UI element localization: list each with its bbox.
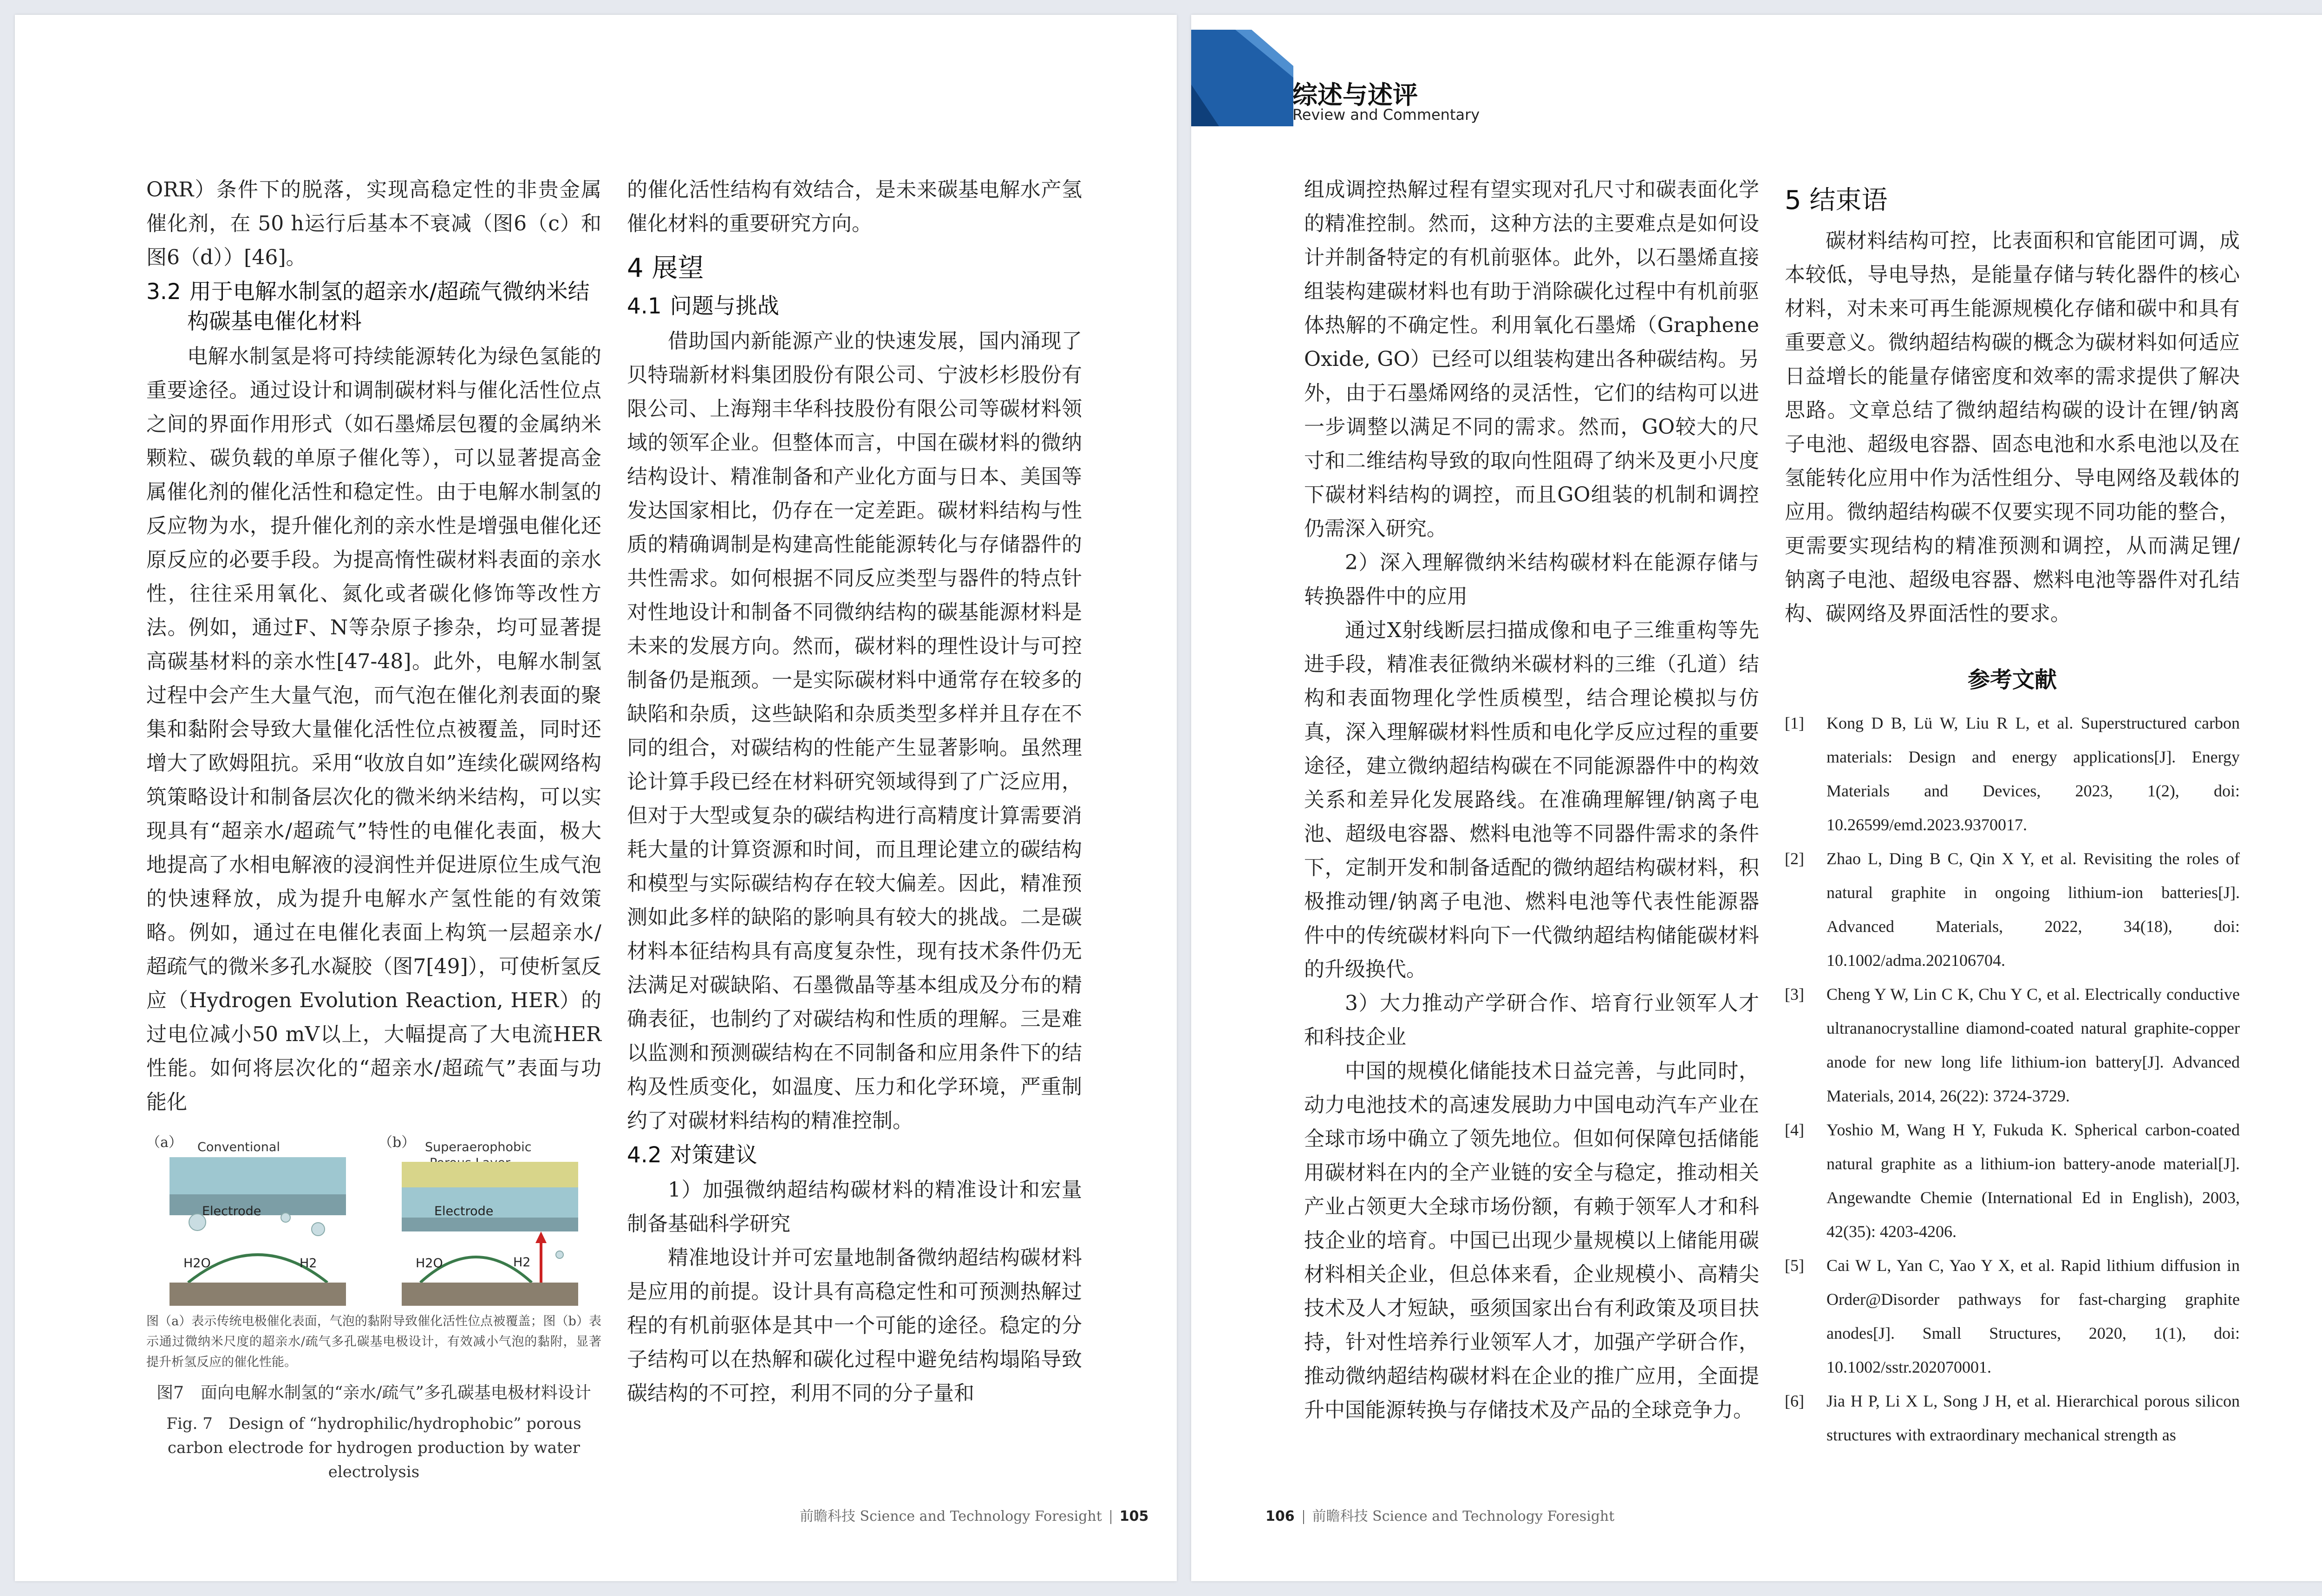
right-column-1 xyxy=(1304,173,1759,1427)
reference-text: Yoshio M, Wang H Y, Fukuda K. Spherical carbon-coated natural graphite as a lithium-ion battery-anode material[J]. Angewandte Chemie (International Ed in English), 2003, 42(35): 4203-4206. xyxy=(1826,1120,2240,1241)
reference-text: Kong D B, Lü W, Liu R L, et al. Superstructured carbon materials: Design and energy applications[J]. Energy Materials and Devices, 2023, 1(2), doi: 10.26599/emd.2023.9370017. xyxy=(1826,714,2240,834)
section-heading-4 xyxy=(627,250,1082,287)
left-column-1 xyxy=(146,173,601,1484)
panel-title: Conventional xyxy=(197,1140,280,1154)
journal-name: 前瞻科技 Science and Technology Foresight xyxy=(1312,1508,1615,1524)
figure-caption-en: Fig. 7 Design of “hydrophilic/hydrophobic” porous carbon electrode for hydrogen production by water electrolysis xyxy=(166,1414,581,1481)
figure-panel-b xyxy=(378,1126,592,1307)
section-title: 用于电解水制氢的超亲水/超疏气微纳米结构碳基电催化材料 xyxy=(187,279,590,334)
page-footer xyxy=(1265,1505,1614,1525)
reference-item xyxy=(1785,1113,2240,1249)
page-footer xyxy=(800,1505,1148,1525)
paragraph: 1）加强微纳超结构碳材料的精准设计和宏量制备基础科学研究 xyxy=(627,1178,1082,1236)
references-title: 参考文献 xyxy=(1967,667,2057,693)
reference-text: Zhao L, Ding B C, Qin X Y, et al. Revisiting the roles of natural graphite in ongoing lithium-ion batteries[J]. Advanced Materials, 2022, 34(18), doi: 10.1002/adma.202106704. xyxy=(1826,849,2240,970)
references-list xyxy=(1785,706,2240,1452)
paragraph: 电解水制氢是将可持续能源转化为绿色氢能的重要途径。通过设计和调制碳材料与催化活性位点之间的界面作用形式（如石墨烯层包覆的金属纳米颗粒、碳负载的单原子催化等），可以显著提高金属催化剂的催化活性和稳定性。由于电解水制氢的反应物为水，提升催化剂的亲水性是增强电催化还原反应的必要手段。为提高惰性碳材料表面的亲水性，往往采用氧化、氮化或者碳化修饰等改性方法。例如，通过F、N等杂原子掺杂，均可显著提高碳基材料的亲水性[47-48]。此外，电解水制氢过程中会产生大量气泡，而气泡在催化剂表面的聚集和黏附会导致大量催化活性位点被覆盖，同时还增大了欧姆阻抗。采用“收放自如”连续化碳网络构筑策略设计和制备层次化的微米纳米结构，可以实现具有“超亲水/超疏气”特性的电催化表面，极大地提高了水相电解液的浸润性并促进原位生成气泡的快速释放，成为提升电解水产氢性能的有效策略。例如，通过在电催化表面上构筑一层超亲水/超疏气的微米多孔水凝胶（图7[49]），可使析氢反应（Hydrogen Evolution Reaction, HER）的过电位减小50 mV以上，大幅提高了大电流HER性能。如何将层次化的“超亲水/超疏气”表面与功能化 xyxy=(146,345,601,1114)
journal-name: 前瞻科技 Science and Technology Foresight xyxy=(800,1508,1102,1524)
page-number: 106 xyxy=(1265,1508,1295,1524)
figure-panel-a xyxy=(146,1126,360,1307)
reference-number: [2] xyxy=(1785,849,1804,868)
section-heading-4-2 xyxy=(627,1140,1082,1170)
electrode-label: Electrode xyxy=(434,1204,494,1218)
paragraph: 3）大力推动产学研合作、培育行业领军人才和科技企业 xyxy=(1304,991,1759,1049)
reference-item xyxy=(1785,1249,2240,1384)
section-title: 展望 xyxy=(652,253,704,283)
reference-item xyxy=(1785,977,2240,1113)
right-column-2 xyxy=(1785,182,2240,1452)
reference-text: Cai W L, Yan C, Yao Y X, et al. Rapid lithium diffusion in Order@Disorder pathways for fast-charging graphite anodes[J]. Small Structures, 2020, 1(1), doi: 10.1002/sstr.202070001. xyxy=(1826,1256,2240,1376)
superaerophobic-electrode-illustration xyxy=(402,1162,578,1306)
section-heading-5 xyxy=(1785,182,2240,219)
reference-item xyxy=(1785,706,2240,842)
reference-number: [5] xyxy=(1785,1256,1804,1275)
section-number: 4 xyxy=(627,253,644,283)
panel-title: Superaerophobic xyxy=(425,1140,532,1154)
paragraph: 组成调控热解过程有望实现对孔尺寸和碳表面化学的精准控制。然而，这种方法的主要难点是如何设计并制备特定的有机前驱体。此外，以石墨烯直接组装构建碳材料也有助于消除碳化过程中有机前驱体热解的不确定性。利用氧化石墨烯（Graphene Oxide, GO）已经可以组装构建出各种碳结构。另外，由于石墨烯网络的灵活性，它们的结构可以进一步调整以满足不同的需求。然而，GO较大的尺寸和二维结构导致的取向性阻碍了纳米及更小尺度下碳材料结构的调控，而且GO组装的机制和调控仍需深入研究。 xyxy=(1304,178,1759,541)
section-number: 5 xyxy=(1785,185,1801,215)
section-heading-3-2 xyxy=(146,277,601,337)
paragraph: ORR）条件下的脱落，实现高稳定性的非贵金属催化剂，在 50 h运行后基本不衰减（图6（c）和图6（d））[46]。 xyxy=(146,178,601,269)
paragraph: 精准地设计并可宏量地制备微纳超结构碳材料是应用的前提。设计具有高稳定性和可预测热解过程的有机前驱体是其中一个可能的途径。稳定的分子结构可以在热解和碳化过程中避免结构塌陷导致碳结构的不可控，利用不同的分子量和 xyxy=(627,1246,1082,1405)
right-page xyxy=(1191,15,2322,1581)
section-title: 问题与挑战 xyxy=(670,293,779,319)
section-number: 3.2 xyxy=(146,279,181,305)
panel-label: （a） xyxy=(146,1134,183,1151)
paragraph: 中国的规模化储能技术日益完善，与此同时，动力电池技术的高速发展助力中国电动汽车产业在全球市场中确立了领先地位。但如何保障包括储能用碳材料在内的全产业链的安全与稳定，推动相关产业占领更大全球市场份额，有赖于领军人才和科技企业的培育。中国已出现少量规模以上储能用碳材料相关企业，但总体来看，企业规模小、高精尖技术及人才短缺，亟须国家出台有利政策及项目扶持，针对性培养行业领军人才，加强产学研合作，推动微纳超结构碳材料在企业的推广应用，全面提升中国能源转换与存储技术及产品的全球竞争力。 xyxy=(1304,1059,1759,1422)
reference-item xyxy=(1785,1384,2240,1452)
footer-divider xyxy=(1303,1510,1304,1524)
h2o-label: H2O xyxy=(183,1256,211,1270)
section-number: 4.2 xyxy=(627,1142,662,1168)
figure-panels xyxy=(146,1126,601,1307)
reference-item xyxy=(1785,842,2240,977)
section-number: 4.1 xyxy=(627,293,662,319)
reference-number: [6] xyxy=(1785,1392,1804,1410)
figure-caption-cn: 图7 面向电解水制氢的“亲水/疏气”多孔碳基电极材料设计 xyxy=(157,1383,591,1402)
electrode-label: Electrode xyxy=(202,1204,261,1218)
section-header-subtitle: Review and Commentary xyxy=(1292,106,1480,124)
section-heading-4-1 xyxy=(627,292,1082,321)
paragraph: 2）深入理解微纳米结构碳材料在能源存储与转换器件中的应用 xyxy=(1304,551,1759,608)
footer-divider xyxy=(1110,1510,1111,1524)
paragraph: 借助国内新能源产业的快速发展，国内涌现了贝特瑞新材料集团股份有限公司、宁波杉杉股份有限公司、上海翔丰华科技股份有限公司等碳材料领域的领军企业。但整体而言，中国在碳材料的微纳结构设计、精准制备和产业化方面与日本、美国等发达国家相比，仍存在一定差距。碳材料结构与性质的精确调制是构建高性能能源转化与存储器件的共性需求。如何根据不同反应类型与器件的特点针对性地设计和制备不同微纳结构的碳基能源材料是未来的发展方向。然而，碳材料的理性设计与可控制备仍是瓶颈。一是实际碳材料中通常存在较多的缺陷和杂质，这些缺陷和杂质类型多样并且存在不同的组合，对碳结构的性能产生显著影响。虽然理论计算手段已经在材料研究领域得到了广泛应用，但对于大型或复杂的碳结构进行高精度计算需要消耗大量的计算资源和时间，而且理论建立的碳结构和模型与实际碳结构存在较大偏差。因此，精准预测如此多样的缺陷的影响具有较大的挑战。二是碳材料本征结构具有高度复杂性，现有技术条件仍无法满足对碳缺陷、石墨微晶等基本组成及分布的精确表征，也制约了对碳结构和性质的理解。三是难以监测和预测碳结构在不同制备和应用条件下的结构及性质变化，如温度、压力和化学环境，严重制约了对碳材料结构的精准控制。 xyxy=(627,329,1082,1133)
h2o-label: H2O xyxy=(416,1256,443,1270)
h2-label: H2 xyxy=(513,1255,531,1270)
paragraph: 的催化活性结构有效结合，是未来碳基电解水产氢催化材料的重要研究方向。 xyxy=(627,178,1082,235)
paragraph: 通过X射线断层扫描成像和电子三维重构等先进手段，精准表征微纳米碳材料的三维（孔道）结构和表面物理化学性质模型，结合理论模拟与仿真，深入理解碳材料性质和电化学反应过程的重要途径，建立微纳超结构碳在不同能源器件中的构效关系和差异化发展路线。在准确理解锂/钠离子电池、超级电容器、燃料电池等不同器件需求的条件下，定制开发和制备适配的微纳超结构碳材料，积极推动锂/钠离子电池、燃料电池等代表性能源器件中的传统碳材料向下一代微纳超结构储能碳材料的升级换代。 xyxy=(1304,619,1759,981)
reference-number: [3] xyxy=(1785,985,1804,1003)
section-title: 对策建议 xyxy=(670,1142,757,1168)
reference-text: Cheng Y W, Lin C K, Chu Y C, et al. Electrically conductive ultrananocrystalline diamond-coated natural graphite-copper anode for new long life lithium-ion battery[J]. Advanced Materials, 2014, 26(22): 3724-3729. xyxy=(1826,985,2240,1105)
left-page xyxy=(15,15,1177,1581)
paragraph: 碳材料结构可控，比表面积和官能团可调，成本较低，导电导热，是能量存储与转化器件的核心材料，对未来可再生能源规模化存储和碳中和具有重要意义。微纳超结构碳的概念为碳材料如何适应日益增长的能量存储密度和效率的需求提供了解决思路。文章总结了微纳超结构碳的设计在锂/钠离子电池、超级电容器、固态电池和水系电池以及在氢能转化应用中作为活性组分、导电网络及载体的应用。微纳超结构碳不仅要实现不同功能的整合，更需要实现结构的精准预测和调控，从而满足锂/钠离子电池、超级电容器、燃料电池等器件对孔结构、碳网络及界面活性的要求。 xyxy=(1785,229,2240,625)
page-number: 105 xyxy=(1119,1508,1149,1524)
figure-7 xyxy=(146,1126,601,1484)
panel-label: （b） xyxy=(378,1134,416,1151)
reference-number: [1] xyxy=(1785,714,1804,732)
figure-note: 图（a）表示传统电极催化表面，气泡的黏附导致催化活性位点被覆盖；图（b）表示通过微纳米尺度的超亲水/疏气多孔碳基电极设计，有效减小气泡的黏附，显著提升析氢反应的催化性能。 xyxy=(146,1314,601,1369)
reference-number: [4] xyxy=(1785,1120,1804,1139)
reference-text: Jia H P, Li X L, Song J H, et al. Hierarchical porous silicon structures with extraordinary mechanical strength as xyxy=(1826,1392,2240,1444)
section-header-title: 综述与述评 xyxy=(1292,80,1418,110)
section-title: 结束语 xyxy=(1809,185,1888,215)
h2-label: H2 xyxy=(300,1256,317,1270)
left-column-2 xyxy=(627,173,1082,1410)
